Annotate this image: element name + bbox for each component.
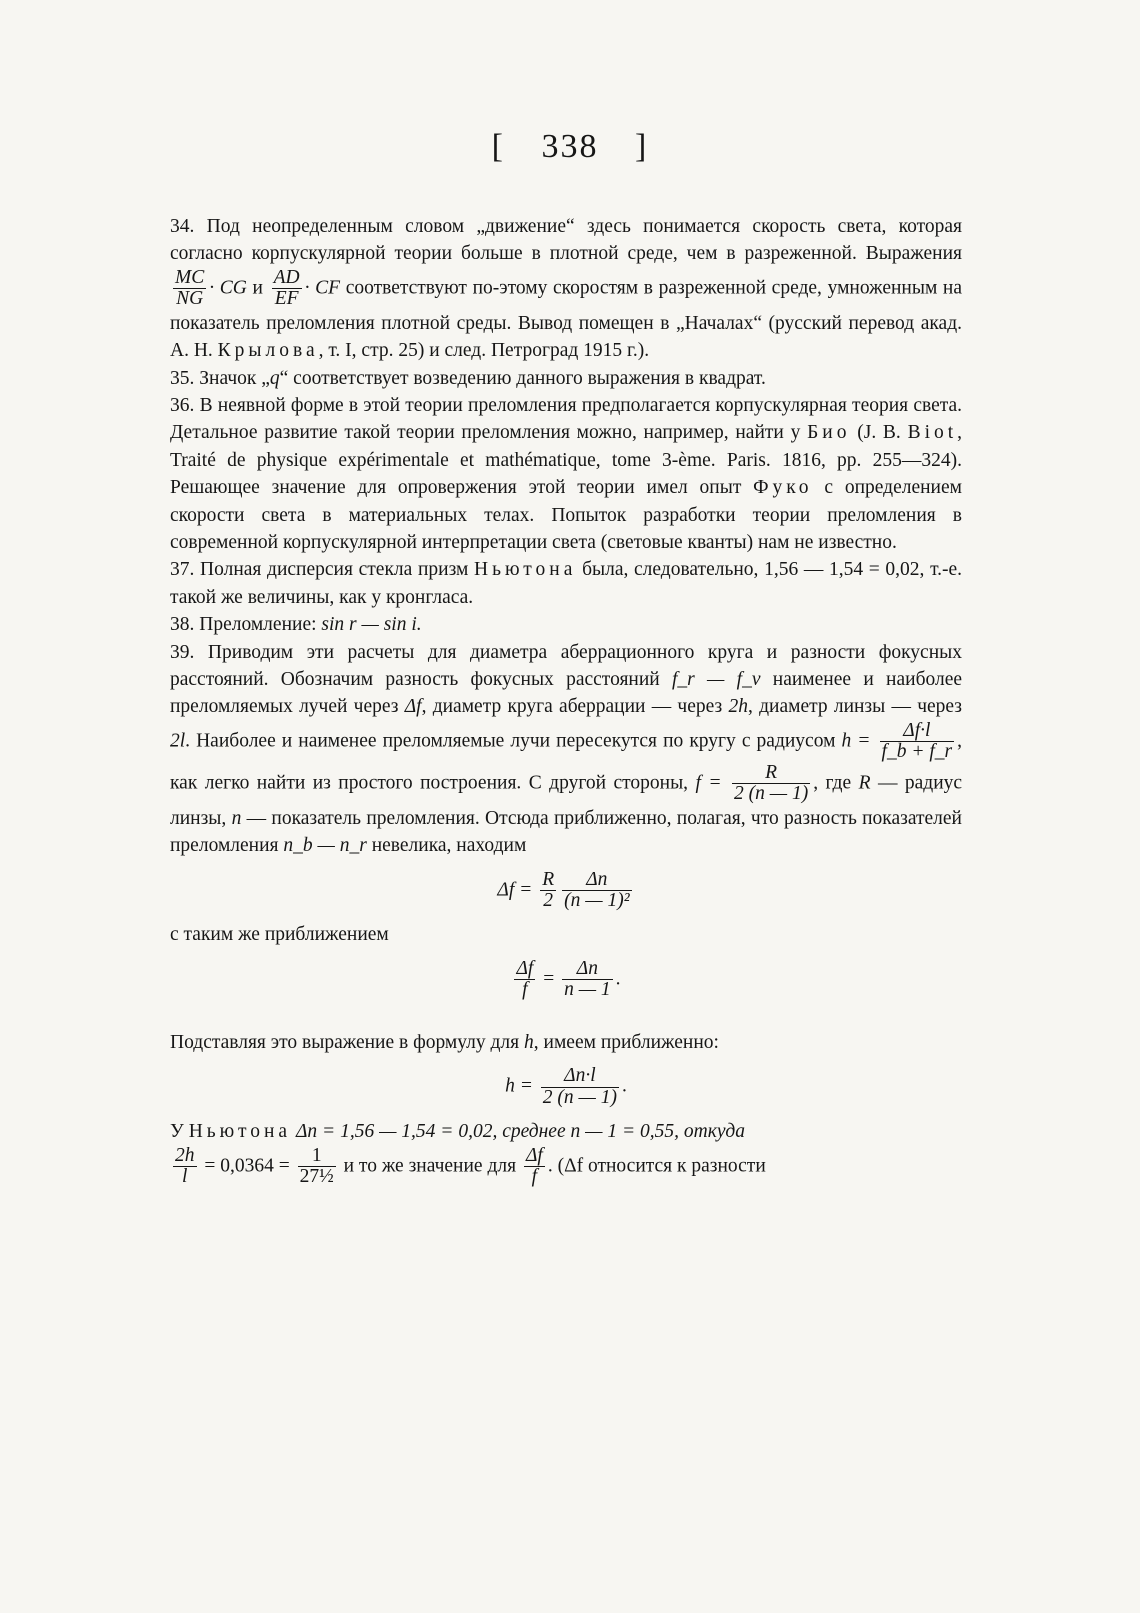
conjunction: и — [252, 277, 263, 299]
bracket-left: [ — [491, 128, 505, 165]
fraction-numerator: R — [542, 868, 555, 890]
person-name: Biot — [907, 422, 958, 444]
note-text-line — [170, 1029, 962, 1056]
note-text: Под неопределенным словом „движение“ здесь понимается скорость света, которая согласно корпускулярной теории больше в плотной среде, чем в разреженной. Выражения — [170, 216, 963, 265]
fraction-denominator: (n — 1)² — [564, 890, 630, 911]
fraction-h-approx — [541, 1066, 619, 1108]
fraction-denominator: 2 (n — 1) — [734, 783, 809, 805]
note-label: 35. — [170, 367, 195, 389]
symbol-q: q — [269, 367, 280, 389]
note-label: 37. — [170, 559, 195, 581]
fraction-numerator: Δf — [516, 957, 534, 979]
fraction-denominator: f — [531, 1166, 538, 1188]
note-text: Значок „ — [199, 367, 270, 389]
period: . — [622, 1075, 627, 1097]
person-name: Крылова — [217, 340, 319, 362]
fraction-numerator: Δf·l — [880, 721, 955, 742]
fraction-dn — [562, 870, 631, 912]
equation-delta-f — [170, 870, 962, 912]
note-text: , где — [813, 772, 852, 794]
formula-value: = 0,0364 = — [204, 1155, 290, 1176]
note-label: 38. — [170, 614, 195, 636]
fraction-numerator: Δf — [525, 1144, 543, 1166]
note-text: , т. I, стр. 25) и след. Петроград 1915 г.). — [318, 340, 650, 362]
symbol-n: n — [231, 807, 242, 829]
note-38 — [170, 611, 962, 638]
fraction-h — [880, 721, 955, 763]
formula-f-lhs: f = — [695, 772, 722, 794]
note-text: — показатель преломления. Отсюда приближенно, полагая, что разность показателей преломления — [170, 807, 962, 857]
note-text: Подставляя это выражение в формулу для — [170, 1031, 520, 1053]
note-text: Полная дисперсия стекла призм — [200, 559, 469, 581]
fraction-2h-l — [173, 1146, 197, 1188]
formula-cg: · CG — [209, 277, 247, 299]
equation-lhs: Δf = — [497, 878, 533, 900]
symbol-2h: 2h — [728, 696, 748, 718]
equation-h — [170, 1066, 962, 1108]
note-text: была, следовательно, 1,56 — 1,54 = 0,02, т.-е. такой же величины, как у кронгласа. — [170, 559, 963, 608]
fraction-numerator: 2h — [175, 1144, 195, 1166]
person-name: Ньютона — [474, 559, 577, 581]
note-text: , Traité de physique expérimentale et mathématique, tome 3-ème. Paris. 1816, pp. 255—324). Решающее значение для опровержения этой теории имел опыт — [170, 422, 963, 499]
note-34 — [170, 213, 962, 365]
person-name: Фуко — [753, 477, 813, 499]
symbol-2l: 2l — [170, 730, 186, 752]
page-header — [0, 128, 1140, 166]
note-label: 34. — [170, 216, 195, 237]
fraction-mc-ng — [173, 268, 206, 310]
formula-sin: sin r — sin i. — [321, 614, 422, 636]
note-text: “ соответствует возведению данного выражения в квадрат. — [279, 367, 766, 389]
note-text: Преломление: — [199, 614, 317, 636]
person-name: Био — [807, 422, 851, 444]
fraction-denominator: EF — [274, 288, 299, 310]
note-text: — радиус линзы, — [170, 772, 963, 829]
note-text: Приводим эти расчеты для диаметра аберрационного круга и разности фокусных расстояний. Обозначим разность фокусных расстояний — [170, 641, 962, 691]
fraction-denominator: 27½ — [299, 1166, 334, 1188]
symbol-delta-f: Δf — [404, 696, 422, 718]
bracket-right: ] — [635, 128, 649, 165]
symbol-r: R — [858, 772, 871, 794]
note-text-line — [170, 921, 962, 948]
note-text: наименее и наиболее преломляемых лучей через — [170, 669, 963, 718]
fraction-denominator: NG — [176, 288, 204, 310]
note-37 — [170, 556, 962, 611]
fraction-denominator: f_b + f_r — [881, 741, 953, 763]
note-label: 39. — [170, 641, 195, 663]
fraction-numerator: MC — [175, 266, 205, 288]
fraction-denominator: n — 1 — [564, 979, 611, 1001]
fraction-denominator: 2 — [543, 890, 554, 911]
note-text: с определением скорости света в материальных телах. Попыток разработки теории преломления в современной корпускулярной интерпретации света (световые кванты) нам не известно. — [170, 477, 962, 553]
fraction-df-f — [514, 959, 535, 1001]
fraction-numerator: Δn — [562, 959, 613, 980]
fraction-numerator: AD — [273, 266, 300, 288]
note-text: . Наиболее и наименее преломляемые лучи пересекутся по кругу с радиусом — [185, 730, 836, 752]
fraction-denominator: 2 (n — 1) — [542, 1086, 617, 1108]
formula-h-lhs: h = — [841, 730, 871, 752]
body-text — [170, 213, 962, 1188]
equals-sign: = — [543, 968, 555, 990]
note-text: с таким же приближением — [170, 924, 389, 946]
fraction-denominator: l — [182, 1166, 188, 1188]
fraction-numerator: Δn·l — [541, 1066, 619, 1087]
formula-fr-fv: f_r — f_v — [672, 669, 761, 691]
fraction-ad-ef — [272, 268, 302, 310]
formula-values: Δn = 1,56 — 1,54 = 0,02, среднее n — 1 = 0,55, откуда — [295, 1121, 746, 1143]
note-text: , диаметр круга аберрации — через — [421, 696, 723, 718]
fraction-numerator: R — [732, 763, 810, 784]
fraction-numerator: 1 — [298, 1146, 336, 1167]
note-36 — [170, 392, 962, 556]
note-text: и то же значение для — [343, 1155, 517, 1176]
equation-lhs: h = — [505, 1075, 533, 1097]
note-text: В неявной форме в этой теории преломления предполагается корпускулярная теория света. Детальное развитие такой теории преломления можно, например, найти у — [170, 394, 963, 444]
note-text: , имеем приближенно: — [533, 1031, 719, 1053]
fraction-1-27 — [298, 1146, 336, 1188]
formula-nb-nr: n_b — n_r — [283, 835, 367, 857]
note-35 — [170, 365, 962, 392]
fraction-r-2 — [540, 870, 556, 912]
fraction-dn-n1 — [562, 959, 613, 1001]
note-39 — [170, 639, 962, 860]
note-text: невелика, находим — [371, 835, 527, 857]
note-text: соответствуют по-этому скоростям в разреженной среде, умноженным на показатель преломления плотной среды. Вывод помещен в „Началах“ (русский перевод акад. А. Н. — [170, 277, 963, 362]
person-name: Ньютона — [188, 1121, 292, 1143]
note-text: . (Δf относится к разности — [547, 1155, 766, 1176]
page-number: 338 — [541, 128, 599, 165]
note-text: У — [170, 1121, 184, 1143]
fraction-df-f-2 — [524, 1146, 545, 1188]
note-text: , диаметр линзы — через — [747, 696, 963, 718]
formula-cf: · CF — [304, 277, 341, 299]
period: . — [615, 968, 621, 990]
note-text: (J. B. — [857, 422, 901, 444]
fraction-denominator: f — [522, 979, 528, 1001]
symbol-h: h — [524, 1031, 534, 1053]
note-label: 36. — [170, 394, 195, 416]
equation-ratio — [170, 959, 962, 1001]
note-text-line — [170, 1118, 962, 1187]
fraction-f — [732, 763, 810, 805]
note-text: , как легко найти из простого построения. С другой стороны, — [170, 730, 962, 794]
fraction-numerator: Δn — [562, 870, 631, 891]
